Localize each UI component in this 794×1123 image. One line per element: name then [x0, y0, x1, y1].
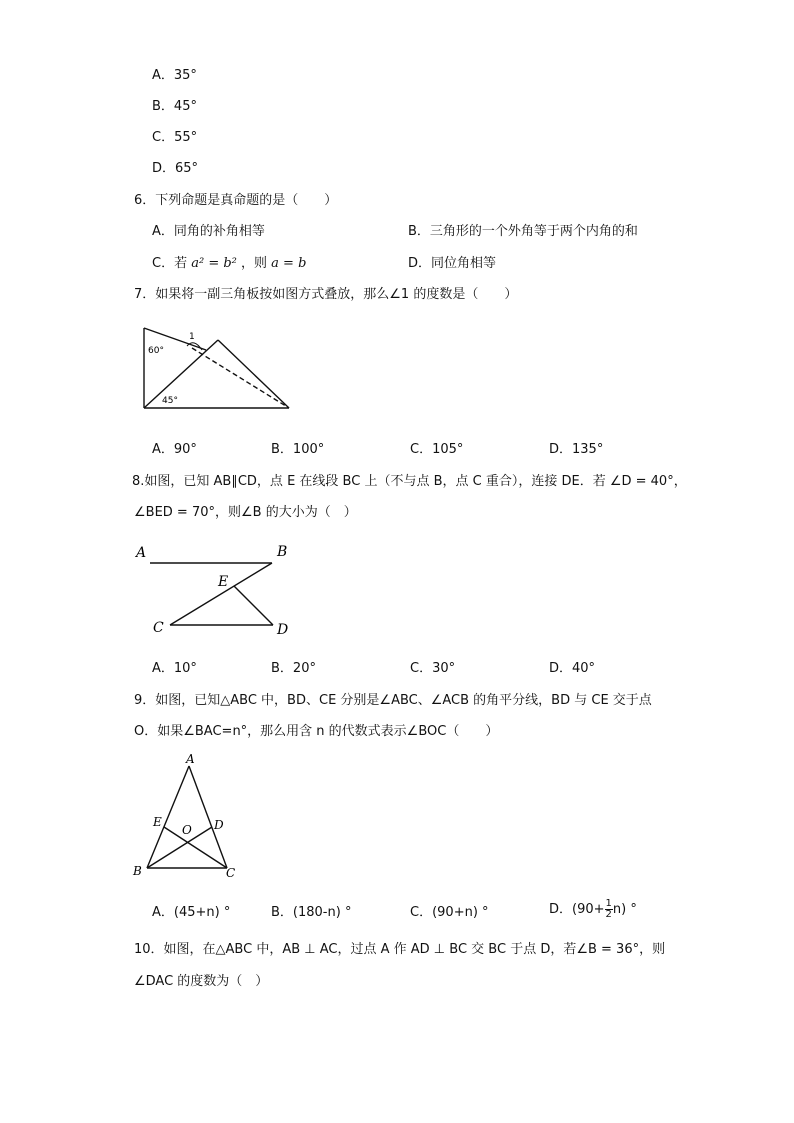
q6-option-a: A．同角的补角相等 — [152, 224, 265, 239]
q7-option-a: A．90° — [152, 442, 197, 457]
q9-option-d-suffix: n) ° — [612, 902, 637, 917]
q8-option-c: C．30° — [410, 661, 456, 676]
q9-stem-line2: O．如果∠BAC=n°，那么用含 n 的代数式表示∠BOC（ ） — [134, 724, 499, 739]
fraction-numerator: 1 — [605, 898, 612, 909]
angle-45-label: 45° — [162, 396, 178, 406]
q8-option-b: B．20° — [271, 661, 316, 676]
segment-de — [234, 586, 273, 625]
fraction-denominator: 2 — [605, 909, 612, 920]
bisector-ce — [164, 827, 227, 868]
point-e-label: E — [153, 815, 162, 829]
q6-option-c — [152, 255, 306, 273]
segment-bc — [170, 563, 272, 625]
q9-option-a: A．(45+n) ° — [152, 905, 231, 920]
q7-option-d: D．135° — [549, 442, 604, 457]
q5-option-a: A．35° — [152, 68, 197, 83]
q8-stem-line2: ∠BED = 70°，则∠B 的大小为（ ） — [134, 505, 357, 520]
q10-stem-line2: ∠DAC 的度数为（ ） — [134, 974, 269, 989]
q9-option-d-prefix: D．(90+ — [549, 902, 605, 917]
q9-option-d — [549, 898, 637, 922]
q8-option-d: D．40° — [549, 661, 596, 676]
angle-60-label: 60° — [148, 346, 164, 356]
q6-option-c-mid: ，则 — [241, 256, 268, 271]
q8-figure — [130, 538, 300, 638]
q6-option-c-prefix: C．若 — [152, 256, 188, 271]
q7-stem: 7．如果将一副三角板按如图方式叠放，那么∠1 的度数是（ ） — [134, 287, 518, 302]
point-d-label: D — [277, 622, 289, 638]
point-c-label: C — [153, 620, 164, 636]
q7-figure — [138, 322, 298, 417]
angle-1-label: 1 — [189, 332, 195, 342]
q6-stem: 6．下列命题是真命题的是（ ） — [134, 193, 338, 208]
point-d-label: D — [214, 818, 224, 832]
q9-figure — [128, 752, 248, 882]
point-a-label: A — [186, 752, 195, 766]
q6-option-c-condition: a² = b² — [191, 256, 237, 271]
point-b-label: B — [133, 864, 142, 878]
point-o-label: O — [182, 823, 192, 837]
point-c-label: C — [226, 866, 236, 880]
q10-stem-line1: 10．如图，在△ABC 中，AB ⊥ AC，过点 A 作 AD ⊥ BC 交 BC 于点 D，若∠B = 36°，则 — [134, 942, 666, 957]
point-a-label: A — [136, 545, 147, 561]
q5-option-b: B．45° — [152, 99, 197, 114]
q9-option-d-fraction — [605, 899, 613, 920]
point-b-label: B — [277, 544, 288, 560]
q5-option-c: C．55° — [152, 130, 198, 145]
side-ac — [189, 766, 227, 868]
q6-option-d: D．同位角相等 — [408, 256, 497, 271]
q7-option-c: C．105° — [410, 442, 464, 457]
triangle-right-edge — [218, 340, 289, 408]
q7-option-b: B．100° — [271, 442, 325, 457]
q9-option-b: B．(180-n) ° — [271, 905, 352, 920]
dashed-hypotenuse — [192, 348, 289, 408]
q9-option-c: C．(90+n) ° — [410, 905, 489, 920]
q6-option-c-conclusion: a = b — [271, 256, 307, 271]
point-e-label: E — [218, 574, 229, 590]
q6-option-b: B．三角形的一个外角等于两个内角的和 — [408, 224, 638, 239]
q8-stem-line1: 8.如图，已知 AB∥CD，点 E 在线段 BC 上（不与点 B，点 C 重合），连接 DE．若 ∠D = 40°， — [132, 474, 687, 489]
q9-stem-line1: 9．如图，已知△ABC 中，BD、CE 分别是∠ABC、∠ACB 的角平分线，BD 与 CE 交于点 — [134, 693, 652, 708]
bisector-bd — [147, 827, 212, 868]
q5-option-d: D．65° — [152, 161, 199, 176]
q8-option-a: A．10° — [152, 661, 197, 676]
